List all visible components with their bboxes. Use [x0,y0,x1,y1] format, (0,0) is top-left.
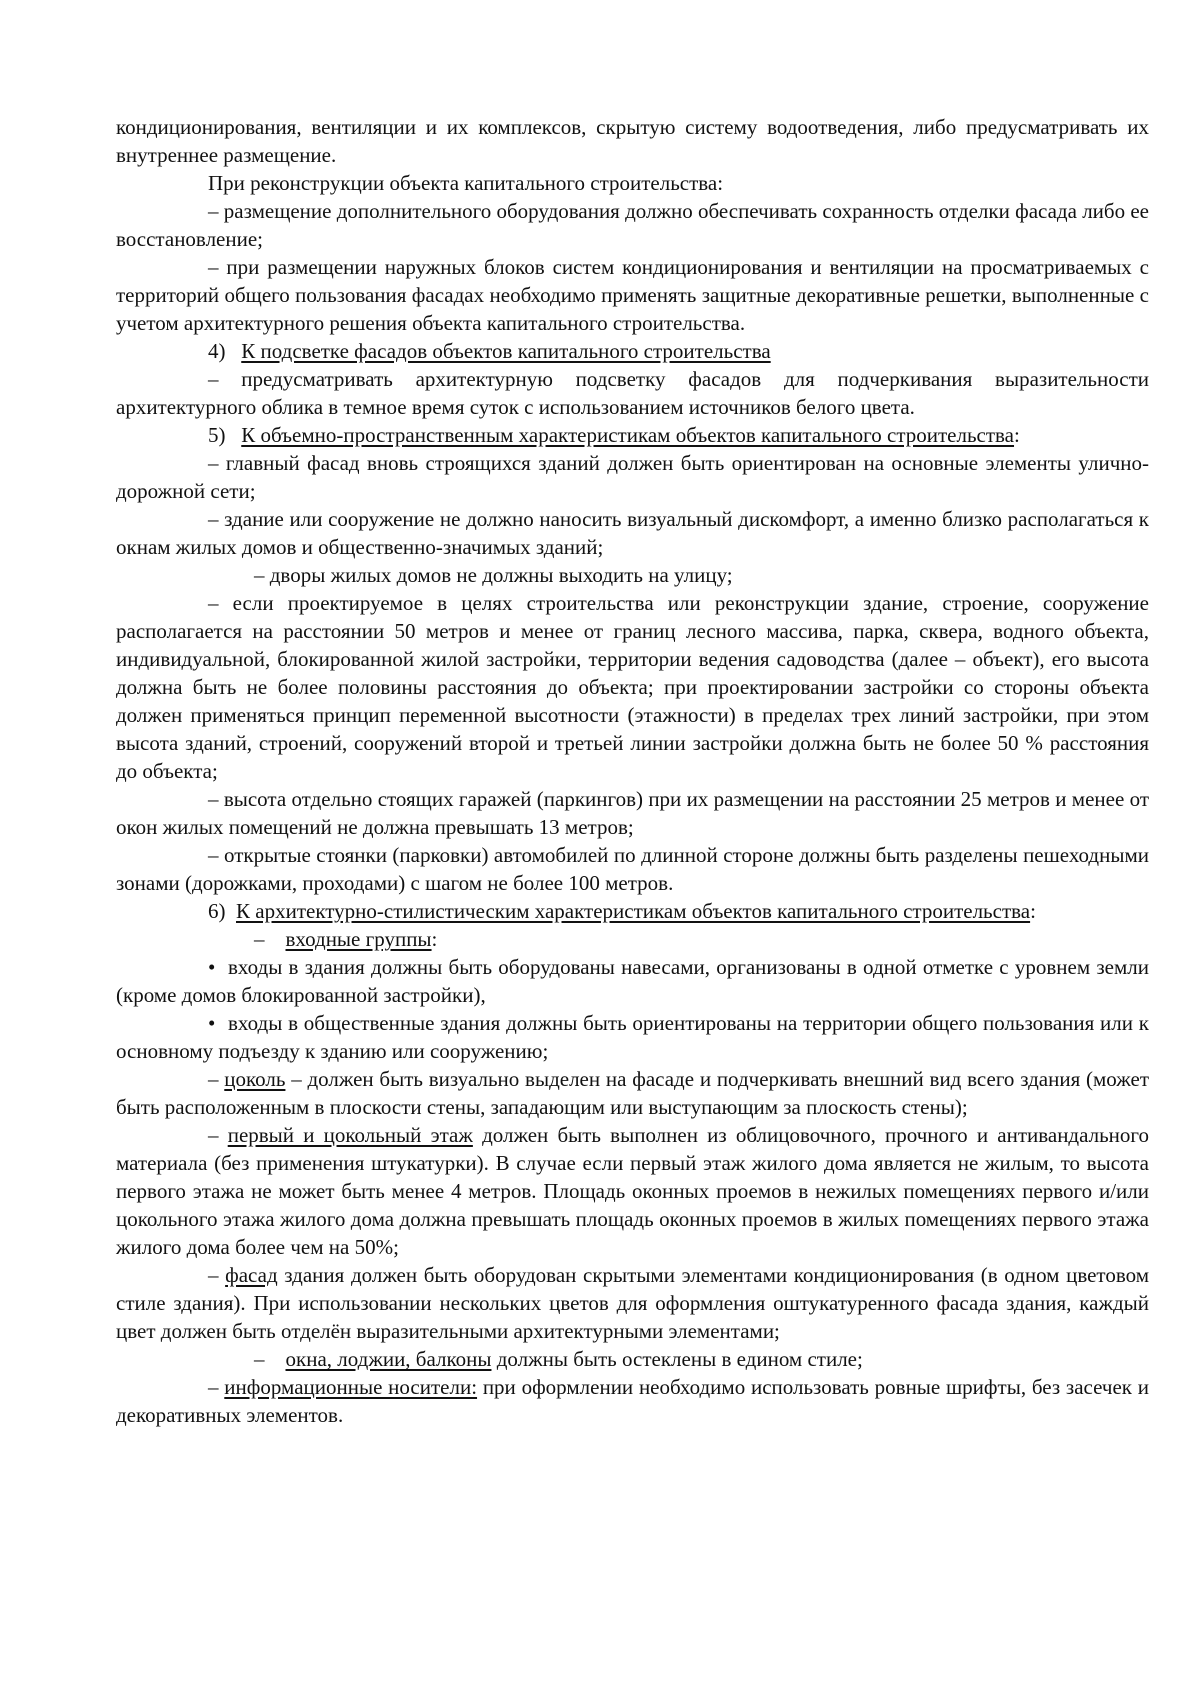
section-title-suffix: : [1030,899,1036,923]
section-number: 4) [208,339,226,363]
section-title: К подсветке фасадов объектов капитального строительства [241,339,771,363]
list-item: – если проектируемое в целях строительства или реконструкции здание, строение, сооружение располагается на расстоянии 50 метров и менее от границ лесного массива, парка, сквера, водного объекта, индивидуальной, блокированной жилой застройки, территории ведения садоводства (далее – объект), его высота должна быть не более половины расстояния до объекта; при проектировании застройки со стороны объекта должен применяться принцип переменной высотности (этажности) в пределах трех линий застройки, при этом высота зданий, строений, сооружений второй и третьей линии застройки должна быть не более 50 % расстояния до объекта; [116,591,1149,783]
term: окна, лоджии, балконы [285,1347,492,1371]
list-item [116,1373,1149,1429]
term: первый и цокольный этаж [227,1123,473,1147]
term-text: здания должен быть оборудован скрытыми элементами кондиционирования (в одном цветовом стиле здания). При использовании нескольких цветов для оформления оштукатуренного фасада здания, каждый цвет должен быть отделён выразительными архитектурными элементами; [116,1263,1149,1343]
document-page [116,113,1149,1429]
subsection-title-suffix: : [431,927,438,951]
term-text: должен быть выполнен из облицовочного, прочного и антивандального материала (без применения штукатурки). В случае если первый этаж жилого дома является не жилым, то высота первого этажа не может быть менее 4 метров. Площадь оконных проемов в нежилых помещениях первого и/или цокольного этажа жилого дома должна превышать площадь оконных проемов в жилых помещениях первого этажа жилого дома более чем на 50%; [116,1123,1150,1259]
list-item: – главный фасад вновь строящихся зданий должен быть ориентирован на основные элементы улично-дорожной сети; [116,451,1149,503]
list-item: – дворы жилых домов не должны выходить на улицу; [254,563,733,587]
term: информационные носители: [224,1375,478,1399]
bullet-text: входы в здания должны быть оборудованы навесами, организованы в одной отметке с уровнем земли (кроме домов блокированной застройки), [116,955,1149,1007]
section-title: К объемно-пространственным характеристикам объектов капитального строительства [241,423,1015,447]
bullet-icon: • [208,955,216,979]
dash-marker: – [254,1347,265,1371]
dash-marker: – [208,1263,219,1287]
list-item: – при размещении наружных блоков систем кондиционирования и вентиляции на просматриваемых с территорий общего пользования фасадах необходимо применять защитные декоративные решетки, выполненные с учетом архитектурного решения объекта капитального строительства. [116,255,1149,335]
list-item: – открытые стоянки (парковки) автомобилей по длинной стороне должны быть разделены пешеходными зонами (дорожками, проходами) с шагом не более 100 метров. [116,843,1149,895]
list-item [116,1065,1149,1121]
list-item: – размещение дополнительного оборудования должно обеспечивать сохранность отделки фасада либо ее восстановление; [116,199,1149,251]
section-heading [116,337,1149,365]
section-heading [116,421,1149,449]
list-item [116,1121,1149,1261]
term: цоколь [224,1067,286,1091]
bullet-icon: • [208,1011,216,1035]
subsection-title: входные группы [285,927,432,951]
bullet-text: входы в общественные здания должны быть ориентированы на территории общего пользования или к основному подъезду к зданию или сооружению; [116,1011,1149,1063]
dash-marker: – [208,1067,219,1091]
dash-marker: – [208,1123,219,1147]
bullet-item [116,953,1149,1009]
list-item [116,1261,1149,1345]
dash-marker: – [208,1375,219,1399]
bullet-item [116,1009,1149,1065]
subsection-heading [116,925,1149,953]
section-number: 5) [208,423,226,447]
section-title-suffix: : [1014,423,1020,447]
term: фасад [225,1263,278,1287]
term-text: – должен быть визуально выделен на фасаде и подчеркивать внешний вид всего здания (может быть расположенным в плоскости стены, западающим или выступающим за плоскость стены); [116,1067,1150,1119]
list-item: – здание или сооружение не должно наносить визуальный дискомфорт, а именно близко располагаться к окнам жилых домов и общественно-значимых зданий; [116,507,1149,559]
section-number: 6) [208,899,226,923]
paragraph: При реконструкции объекта капитального строительства: [208,171,724,195]
dash-marker: – [254,927,265,951]
paragraph: кондиционирования, вентиляции и их комплексов, скрытую систему водоотведения, либо предусматривать их внутреннее размещение. [116,115,1149,167]
term-text: должны быть остеклены в едином стиле; [491,1347,863,1371]
list-item: – высота отдельно стоящих гаражей (паркингов) при их размещении на расстоянии 25 метров и менее от окон жилых помещений не должна превышать 13 метров; [116,787,1149,839]
term-text: при оформлении необходимо использовать ровные шрифты, без засечек и декоративных элементов. [116,1375,1149,1427]
section-heading [116,897,1149,925]
list-item [116,1345,1149,1373]
list-item: – предусматривать архитектурную подсветку фасадов для подчеркивания выразительности архитектурного облика в темное время суток с использованием источников белого цвета. [116,367,1149,419]
section-title: К архитектурно-стилистическим характеристикам объектов капитального строительства [236,899,1031,923]
